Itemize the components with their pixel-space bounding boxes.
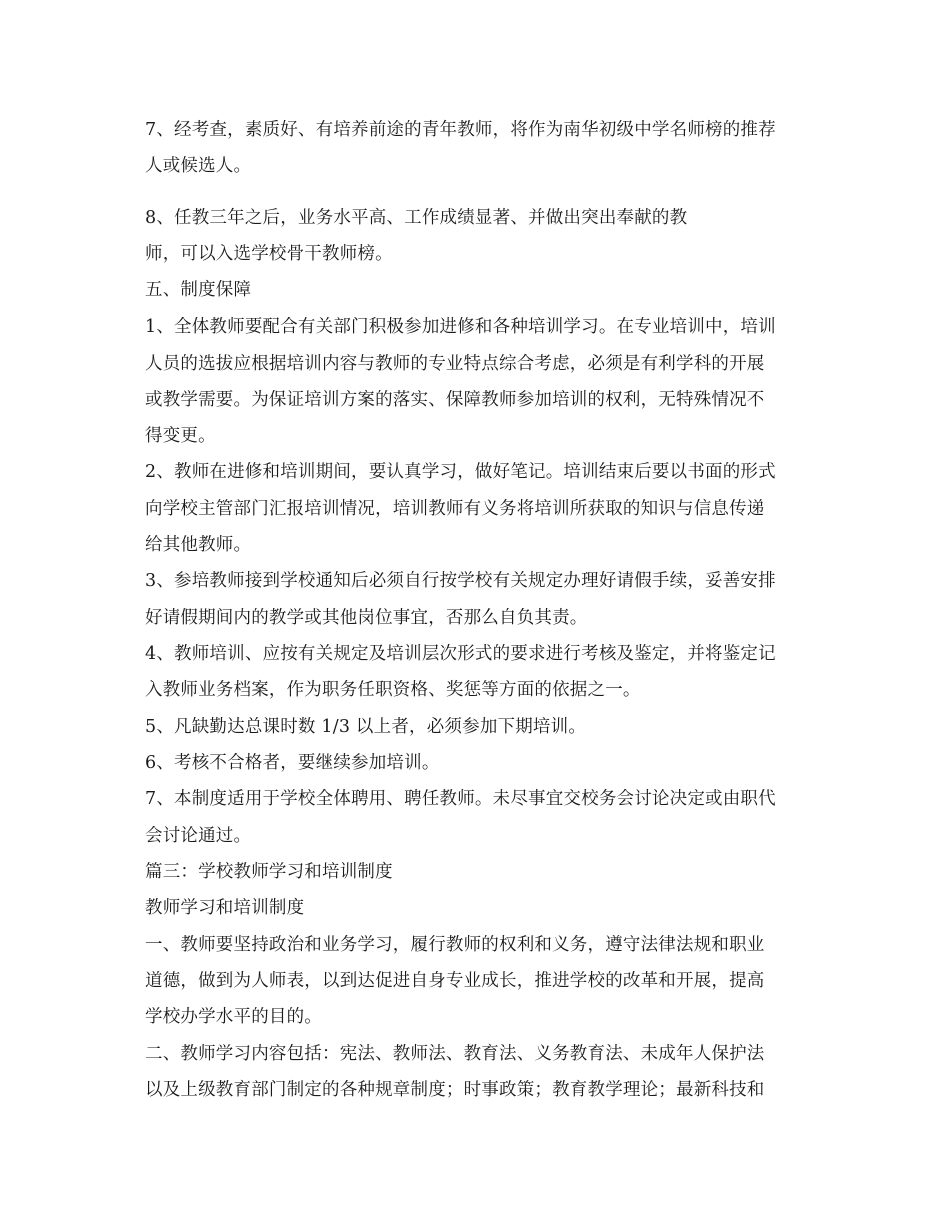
text-line: 一、教师要坚持政治和业务学习，履行教师的权利和义务，遵守法律法规和职业 bbox=[145, 935, 765, 955]
text-line: 好请假期间内的教学或其他岗位事宜，否那么自负其责。 bbox=[145, 608, 588, 628]
text-line: 5、凡缺勤达总课时数 1/3 以上者，必须参加下期培训。 bbox=[145, 717, 587, 737]
text-line: 7、本制度适用于学校全体聘用、聘任教师。未尽事宜交校务会讨论决定或由职代 bbox=[145, 789, 776, 809]
text-line: 6、考核不合格者，要继续参加培训。 bbox=[145, 753, 440, 773]
text-line: 7、经考查，素质好、有培养前途的青年教师，将作为南华初级中学名师榜的推荐 bbox=[145, 120, 776, 140]
text-line: 8、任教三年之后，业务水平高、工作成绩显著、并做出突出奉献的教 bbox=[145, 208, 688, 228]
text-line: 以及上级教育部门制定的各种规章制度；时事政策；教育教学理论；最新科技和 bbox=[145, 1080, 765, 1100]
section-heading: 五、制度保障 bbox=[145, 280, 252, 300]
text-line: 1、全体教师要配合有关部门积极参加进修和各种培训学习。在专业培训中，培训 bbox=[145, 317, 776, 337]
text-line: 师，可以入选学校骨干教师榜。 bbox=[145, 244, 393, 264]
text-line: 2、教师在进修和培训期间，要认真学习，做好笔记。培训结束后要以书面的形式 bbox=[145, 462, 776, 482]
text-line: 人或候选人。 bbox=[145, 156, 252, 176]
text-line: 会讨论通过。 bbox=[145, 826, 252, 846]
text-line: 3、参培教师接到学校通知后必须自行按学校有关规定办理好请假手续，妥善安排 bbox=[145, 571, 776, 591]
text-line: 道德，做到为人师表，以到达促进自身专业成长，推进学校的改革和开展，提高 bbox=[145, 971, 765, 991]
text-line: 人员的选拔应根据培训内容与教师的专业特点综合考虑，必须是有利学科的开展 bbox=[145, 354, 765, 374]
text-line: 4、教师培训、应按有关规定及培训层次形式的要求进行考核及鉴定，并将鉴定记 bbox=[145, 644, 776, 664]
text-line: 或教学需要。为保证培训方案的落实、保障教师参加培训的权利，无特殊情况不 bbox=[145, 390, 765, 410]
text-line: 得变更。 bbox=[145, 426, 216, 446]
section-heading: 教师学习和培训制度 bbox=[145, 898, 305, 918]
text-line: 向学校主管部门汇报培训情况，培训教师有义务将培训所获取的知识与信息传递 bbox=[145, 499, 765, 519]
section-heading: 篇三：学校教师学习和培训制度 bbox=[145, 862, 393, 882]
text-line: 给其他教师。 bbox=[145, 535, 252, 555]
text-line: 二、教师学习内容包括：宪法、教师法、教育法、义务教育法、未成年人保护法 bbox=[145, 1044, 765, 1064]
text-line: 学校办学水平的目的。 bbox=[145, 1007, 322, 1027]
text-line: 入教师业务档案，作为职务任职资格、奖惩等方面的依据之一。 bbox=[145, 680, 641, 700]
